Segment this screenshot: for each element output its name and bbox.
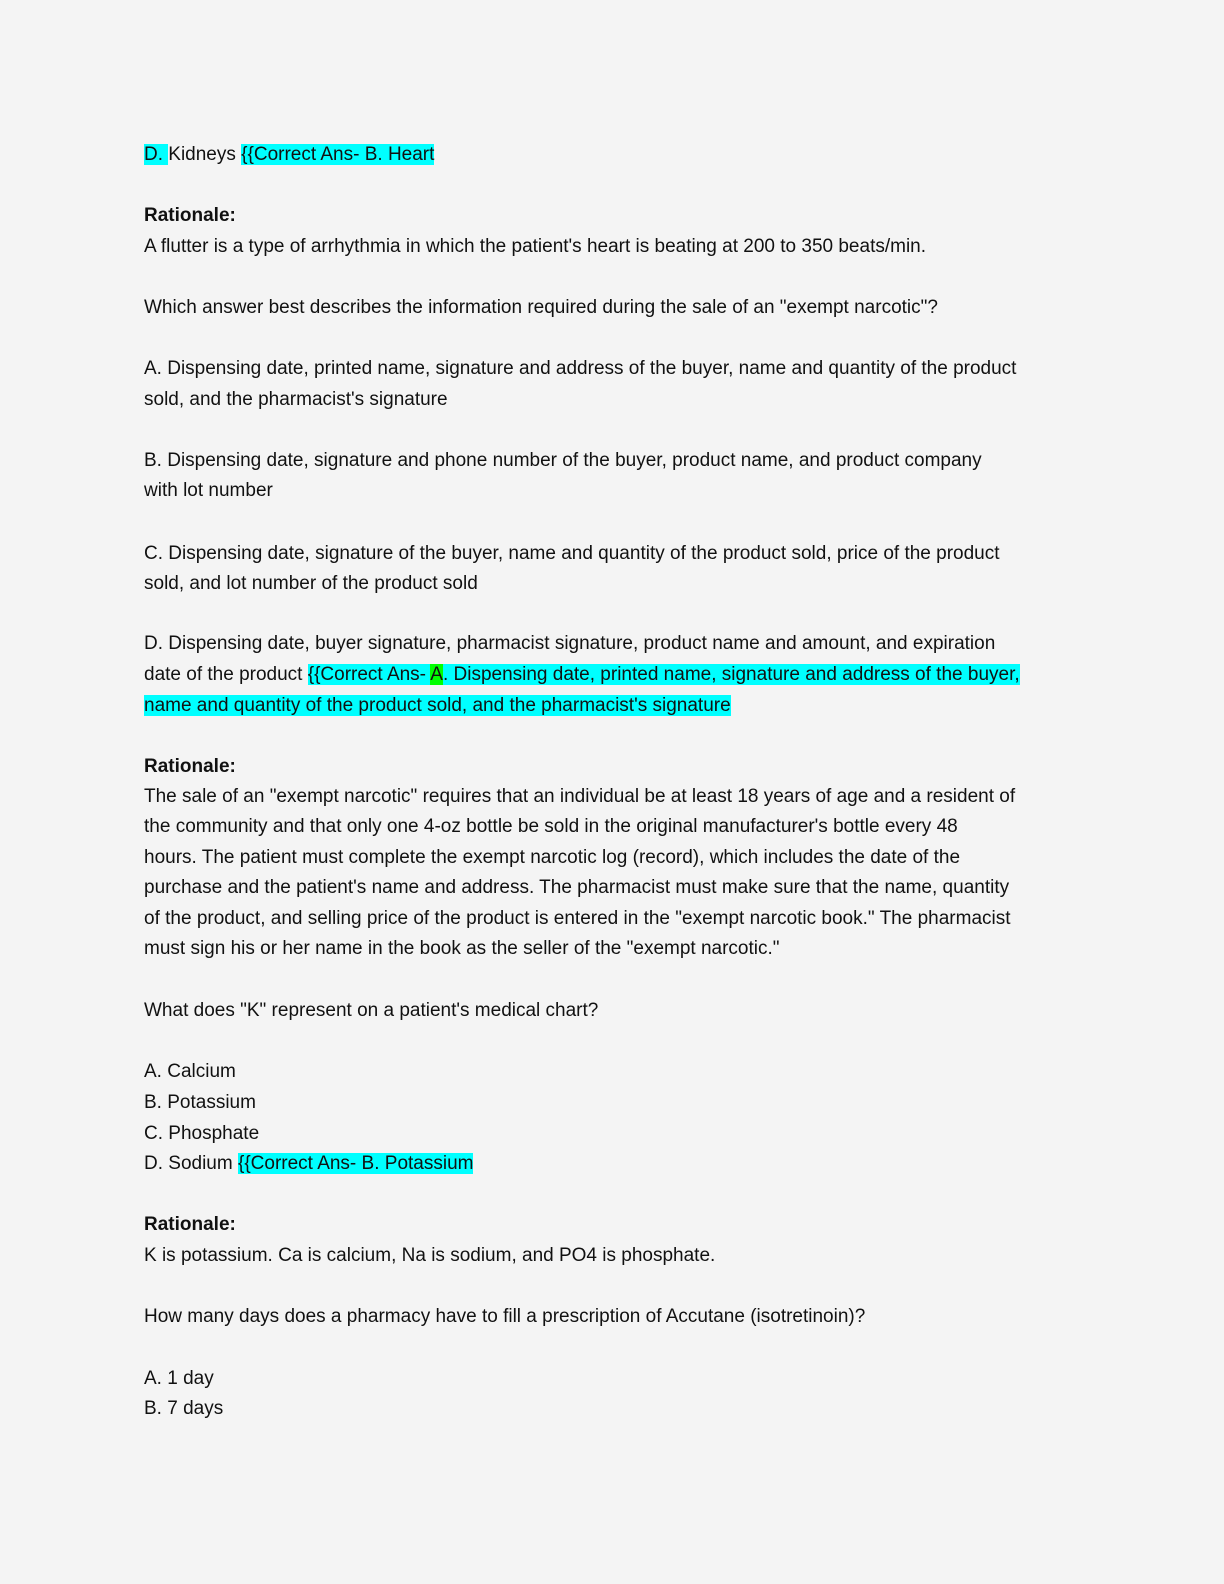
correct-answer-cont	[144, 693, 731, 719]
option-b: B. 7 days	[144, 1398, 224, 1419]
rationale-text: of the product, and selling price of the product is entered in the "exempt narcotic book." The pharmacist	[144, 908, 1011, 929]
correct-answer-text: . Dispensing date, printed name, signature and address of the buyer,	[442, 664, 1020, 685]
correct-answer-prefix: {{Correct Ans-	[307, 664, 431, 685]
rationale-label: Rationale:	[144, 1214, 236, 1235]
option-c: C. Phosphate	[144, 1123, 260, 1144]
correct-answer-letter: A	[430, 664, 443, 685]
rationale-label: Rationale:	[144, 205, 236, 226]
question-text: How many days does a pharmacy have to fill a prescription of Accutane (isotretinoin)?	[144, 1306, 866, 1327]
prev-option-d	[144, 142, 434, 168]
rationale-text: purchase and the patient's name and address. The pharmacist must make sure that the name, quantity	[144, 877, 1010, 898]
option-b-cont: with lot number	[144, 480, 273, 501]
option-b: B. Potassium	[144, 1092, 256, 1113]
rationale-label: Rationale:	[144, 756, 236, 777]
prev-option-d-prefix: D.	[144, 144, 169, 165]
correct-answer-cont-text: name and quantity of the product sold, and the pharmacist's signature	[144, 695, 731, 716]
option-c-cont: sold, and lot number of the product sold	[144, 573, 478, 594]
option-d-cont-text: date of the product	[144, 664, 308, 685]
option-d-cont	[144, 662, 1020, 688]
rationale-text: the community and that only one 4-oz bottle be sold in the original manufacturer's bottle every 48	[144, 816, 958, 837]
prev-correct-answer: {{Correct Ans- B. Heart	[241, 144, 435, 165]
option-d: D. Dispensing date, buyer signature, pharmacist signature, product name and amount, and expiration	[144, 633, 996, 654]
rationale-text: K is potassium. Ca is calcium, Na is sodium, and PO4 is phosphate.	[144, 1245, 716, 1266]
rationale-text: hours. The patient must complete the exempt narcotic log (record), which includes the date of the	[144, 847, 961, 868]
option-b: B. Dispensing date, signature and phone number of the buyer, product name, and product company	[144, 450, 982, 471]
prev-option-d-text: Kidneys	[168, 144, 242, 165]
option-a: A. Dispensing date, printed name, signature and address of the buyer, name and quantity of the product	[144, 358, 1017, 379]
option-d-text: D. Sodium	[144, 1153, 238, 1174]
option-a-cont: sold, and the pharmacist's signature	[144, 389, 448, 410]
option-d	[144, 1151, 473, 1177]
rationale-text: A flutter is a type of arrhythmia in which the patient's heart is beating at 200 to 350 beats/min.	[144, 236, 927, 257]
option-a: A. Calcium	[144, 1061, 236, 1082]
question-text: Which answer best describes the information required during the sale of an "exempt narcotic"?	[144, 297, 938, 318]
rationale-text: The sale of an "exempt narcotic" requires that an individual be at least 18 years of age and a resident of	[144, 786, 1016, 807]
option-c: C. Dispensing date, signature of the buyer, name and quantity of the product sold, price of the product	[144, 543, 1000, 564]
rationale-text: must sign his or her name in the book as the seller of the "exempt narcotic."	[144, 938, 780, 959]
question-text: What does "K" represent on a patient's medical chart?	[144, 1000, 599, 1021]
option-a: A. 1 day	[144, 1368, 214, 1389]
correct-answer: {{Correct Ans- B. Potassium	[237, 1153, 474, 1174]
